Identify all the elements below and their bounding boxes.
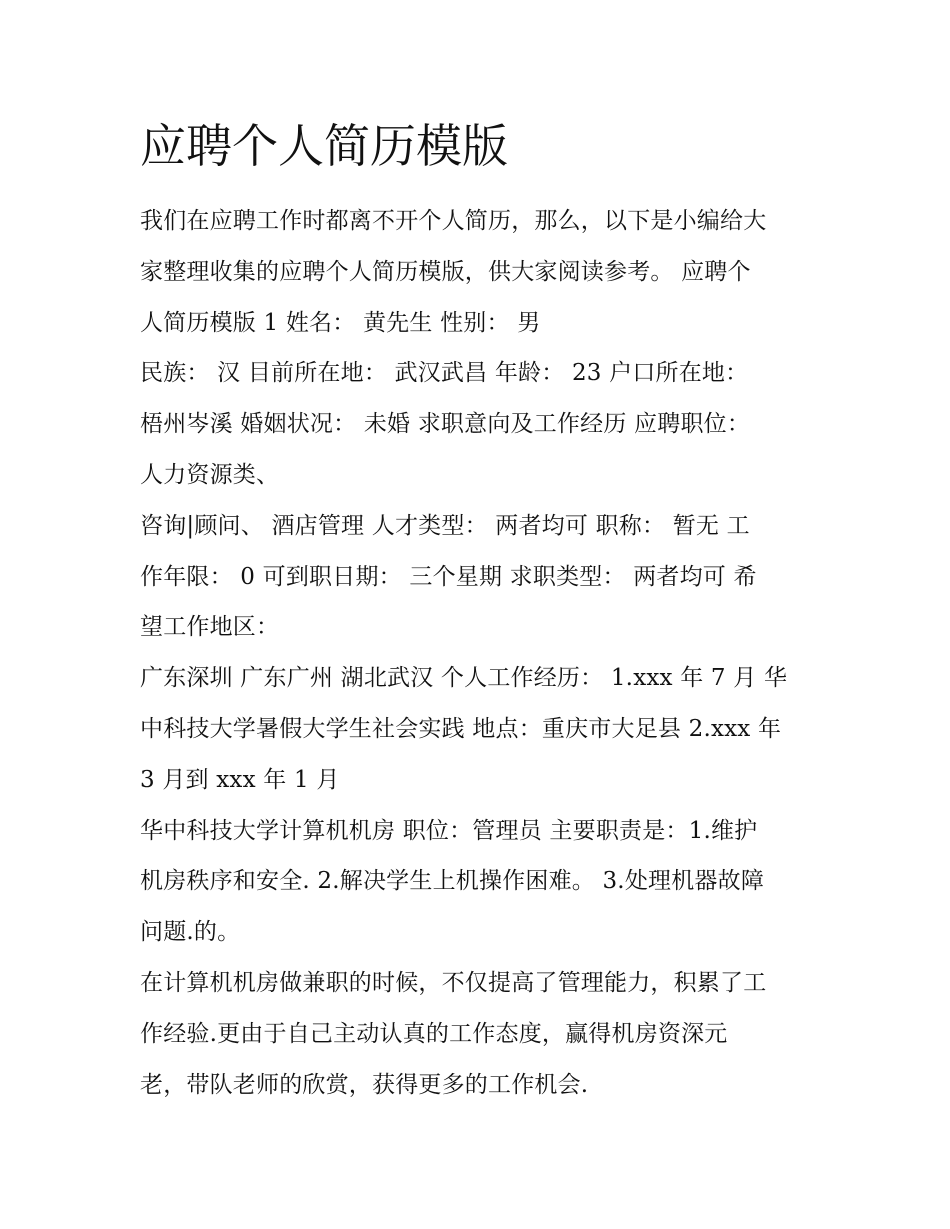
text-line: 作年限： 0 可到职日期： 三个星期 求职类型： 两者均可 希 [140,563,757,590]
text-line: 家整理收集的应聘个人简历模版，供大家阅读参考。 应聘个 [140,258,751,285]
text-line: 我们在应聘工作时都离不开个人简历，那么，以下是小编给大 [140,208,767,234]
text-line: 老，带队老师的欣赏，获得更多的工作机会. [140,1071,589,1098]
text-line: 民族： 汉 目前所在地： 武汉武昌 年龄： 23 户口所在地： [140,360,749,387]
text-line: 人简历模版 1 姓名： 黄先生 性别： 男 [140,309,541,336]
document-title: 应聘个人简历模版 [140,119,508,173]
text-line: 作经验.更由于自己主动认真的工作态度，赢得机房资深元 [140,1020,728,1047]
text-line: 望工作地区： [140,614,280,641]
text-line: 在计算机机房做兼职的时候，不仅提高了管理能力，积累了工 [140,969,767,996]
text-line: 梧州岑溪 婚姻状况： 未婚 求职意向及工作经历 应聘职位： [140,411,751,438]
text-line: 3 月到 xxx 年 1 月 [140,766,340,793]
text-line: 机房秩序和安全. 2.解决学生上机操作困难。 3.处理机器故障 [140,868,765,895]
text-line: 问题.的。 [140,919,241,946]
document-body [140,196,830,1110]
text-line: 咨询|顾问、 酒店管理 人才类型： 两者均可 职称： 暂无 工 [140,512,750,539]
text-line: 广东深圳 广东广州 湖北武汉 个人工作经历： 1.xxx 年 7 月 华 [140,665,788,692]
text-line: 人力资源类、 [140,461,280,488]
text-line: 华中科技大学计算机机房 职位：管理员 主要职责是：1.维护 [140,817,758,844]
text-line: 中科技大学暑假大学生社会实践 地点：重庆市大足县 2.xxx 年 [140,715,782,742]
